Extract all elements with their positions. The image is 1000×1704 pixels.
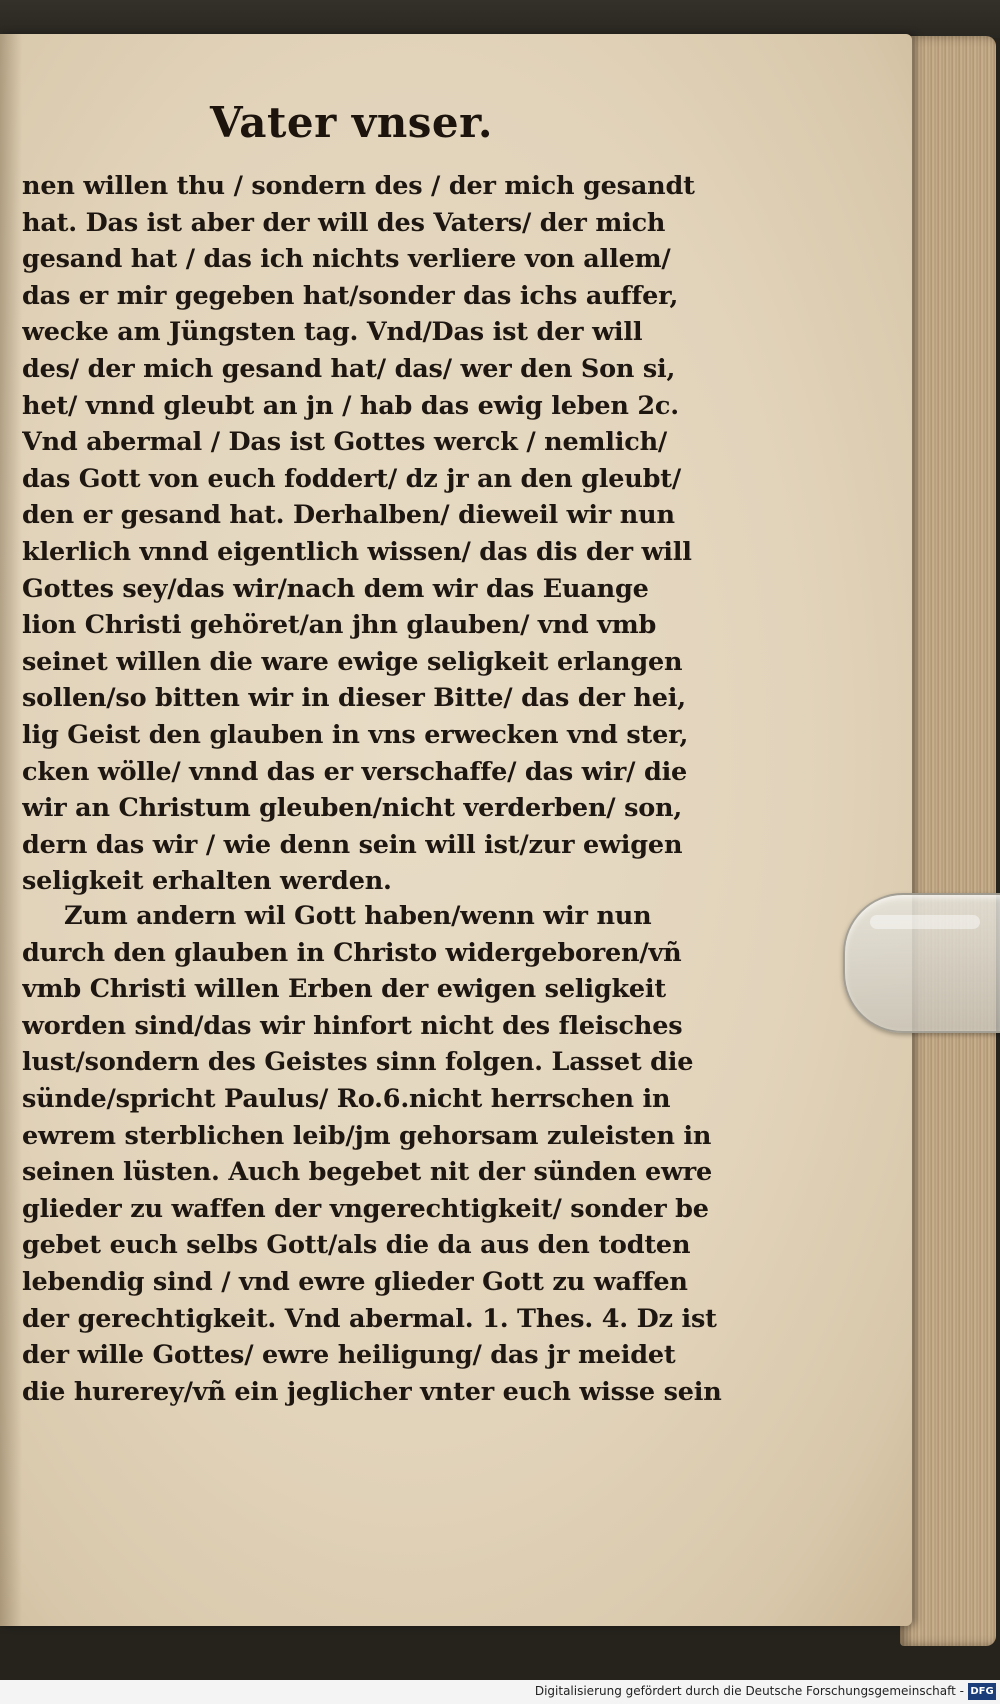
text-line: Zum andern wil Gott haben/wenn wir nun bbox=[64, 901, 652, 931]
text-line: der wille Gottes/ ewre heiligung/ das jr meidet bbox=[22, 1340, 676, 1371]
text-line: seligkeit erhalten werden. bbox=[22, 866, 392, 897]
page-edges bbox=[900, 36, 996, 1646]
text-line: ewrem sterblichen leib/jm gehorsam zuleisten in bbox=[22, 1120, 712, 1151]
text-line: der gerechtigkeit. Vnd abermal. 1. Thes. 4. Dz ist bbox=[22, 1303, 717, 1334]
text-line: gebet euch selbs Gott/als die da aus den todten bbox=[22, 1230, 691, 1261]
text-line: die hurerey/vñ ein jeglicher vnter euch wisse sein bbox=[22, 1376, 722, 1407]
text-line: wir an Christum gleuben/nicht verderben/ son, bbox=[22, 793, 683, 824]
text-line: vmb Christi willen Erben der ewigen seligkeit bbox=[22, 974, 667, 1005]
text-line: Gottes sey/das wir/nach dem wir das Euange bbox=[22, 573, 649, 604]
text-line: nen willen thu / sondern des / der mich gesandt bbox=[22, 171, 695, 201]
footer-credit: Digitalisierung gefördert durch die Deutsche Forschungsgemeinschaft - bbox=[534, 1684, 964, 1698]
text-line: klerlich vnnd eigentlich wissen/ das dis der will bbox=[22, 536, 692, 567]
text-line: den er gesand hat. Derhalben/ dieweil wir nun bbox=[22, 500, 675, 531]
dfg-logo: DFG bbox=[968, 1683, 996, 1700]
text-line: glieder zu waffen der vngerechtigkeit/ sonder be bbox=[22, 1193, 709, 1224]
text-line: seinet willen die ware ewige seligkeit erlangen bbox=[22, 646, 683, 677]
text-line: des/ der mich gesand hat/ das/ wer den Son si, bbox=[22, 353, 676, 384]
text-line: sünde/spricht Paulus/ Ro.6.nicht herrschen in bbox=[22, 1083, 671, 1114]
page-gutter-shadow bbox=[0, 34, 22, 1626]
text-line: wecke am Jüngsten tag. Vnd/Das ist der will bbox=[22, 317, 643, 348]
text-line: dern das wir / wie denn sein will ist/zur ewigen bbox=[22, 829, 683, 860]
text-line: gesand hat / das ich nichts verliere von allem/ bbox=[22, 244, 671, 275]
text-line: das er mir gegeben hat/sonder das ichs auffer, bbox=[22, 280, 679, 311]
text-line: das Gott von euch foddert/ dz jr an den gleubt/ bbox=[22, 463, 681, 494]
paragraph-1 bbox=[22, 168, 732, 900]
paragraph-2 bbox=[22, 898, 732, 1410]
book-clip bbox=[843, 893, 1000, 1033]
binding-strip bbox=[0, 0, 1000, 38]
text-line: lebendig sind / vnd ewre glieder Gott zu waffen bbox=[22, 1266, 688, 1297]
text-line: worden sind/das wir hinfort nicht des fleisches bbox=[22, 1010, 683, 1041]
text-line: Vnd abermal / Das ist Gottes werck / nemlich/ bbox=[22, 427, 668, 458]
text-line: durch den glauben in Christo widergeboren/vñ bbox=[22, 937, 682, 968]
text-line: hat. Das ist aber der will des Vaters/ der mich bbox=[22, 207, 666, 238]
text-line: lig Geist den glauben in vns erwecken vnd ster, bbox=[22, 719, 689, 750]
text-line: lust/sondern des Geistes sinn folgen. Lasset die bbox=[22, 1047, 694, 1078]
text-line: het/ vnnd gleubt an jn / hab das ewig leben 2c. bbox=[22, 390, 679, 421]
book-clip-highlight bbox=[870, 915, 980, 929]
running-head: Vater vnser. bbox=[210, 98, 494, 147]
text-line: seinen lüsten. Auch begebet nit der sünden ewre bbox=[22, 1157, 713, 1188]
text-line: cken wölle/ vnnd das er verschaffe/ das wir/ die bbox=[22, 756, 688, 787]
text-line: sollen/so bitten wir in dieser Bitte/ das der hei, bbox=[22, 683, 686, 714]
text-line: lion Christi gehöret/an jhn glauben/ vnd vmb bbox=[22, 610, 657, 641]
